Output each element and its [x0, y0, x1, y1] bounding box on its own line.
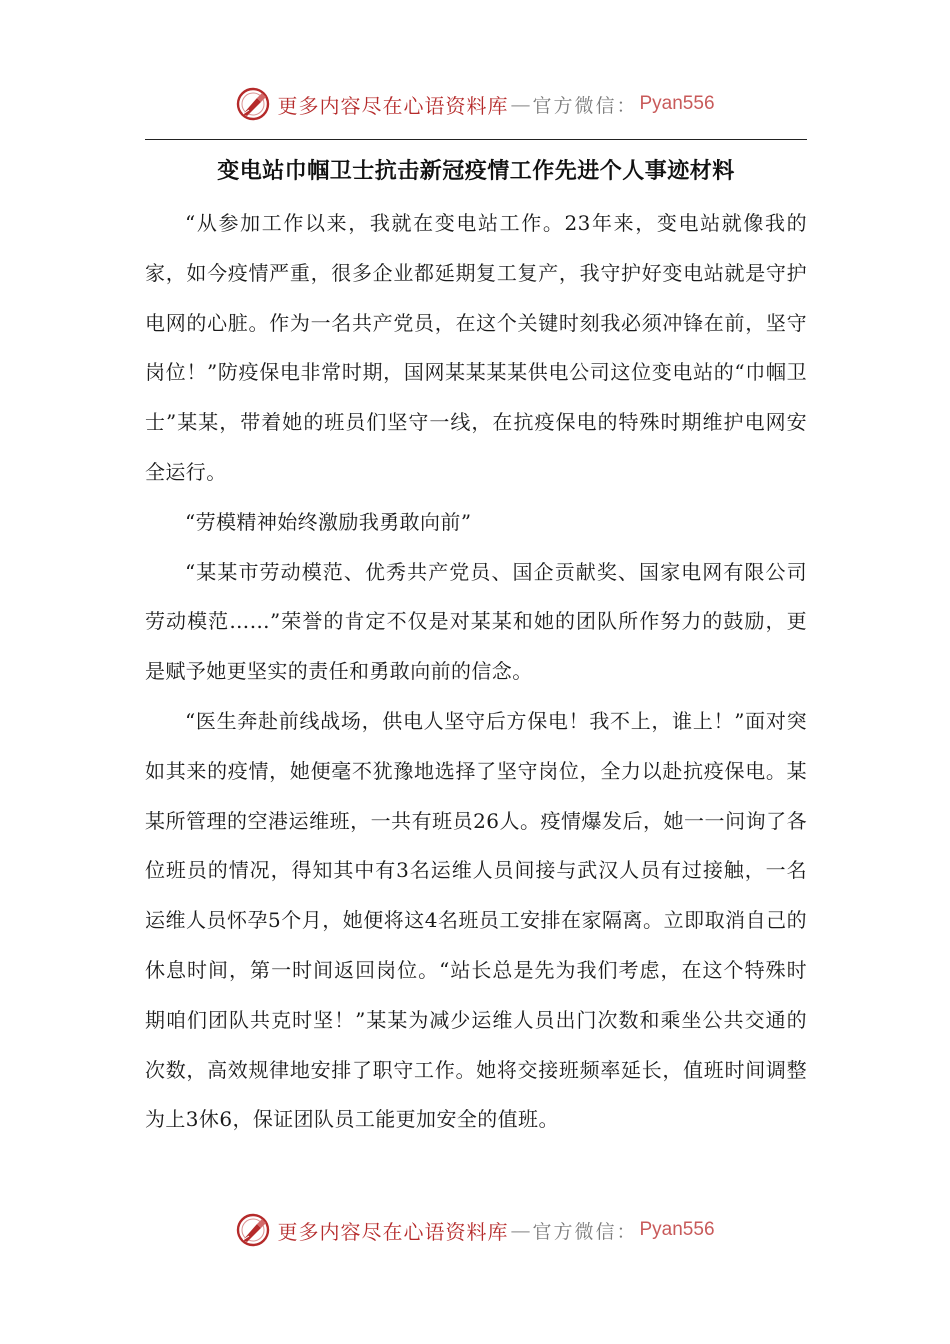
header-banner [0, 84, 950, 124]
body-paragraph: “医生奔赴前线战场，供电人坚守后方保电！我不上，谁上！”面对突如其来的疫情，她便毫不犹豫地选择了坚守岗位，全力以赴抗疫保电。某某所管理的空港运维班，一共有班员26人。疫情爆发后，她一一问询了各位班员的情况，得知其中有3名运维人员间接与武汉人员有过接触，一名运维人员怀孕5个月，她便将这4名班员工安排在家隔离。立即取消自己的休息时间，第一时间返回岗位。“站长总是先为我们考虑，在这个特殊时期咱们团队共克时坚！”某某为减少运维人员出门次数和乘坐公共交通的次数，高效规律地安排了职守工作。她将交接班频率延长，值班时间调整为上3休6，保证团队员工能更加安全的值班。 [145, 708, 807, 1132]
banner-dash: — [510, 92, 531, 116]
banner-official-label: 官方微信： [532, 94, 638, 117]
banner-wechat-id: Pyan556 [639, 93, 715, 114]
body-paragraph: “从参加工作以来，我就在变电站工作。23年来，变电站就像我的家，如今疫情严重，很多企业都延期复工复产，我守护好变电站就是守护电网的心脏。作为一名共产党员，在这个关键时刻我必须冲锋在前，坚守岗位！”防疫保电非常时期，国网某某某某供电公司这位变电站的“巾帼卫士”某某，带着她的班员们坚守一线，在抗疫保电的特殊时期维护电网安全运行。 [145, 211, 807, 484]
banner-brand-text: 更多内容尽在心语资料库 [277, 93, 509, 118]
banner-wechat-id: Pyan556 [639, 1219, 715, 1240]
banner-official-label: 官方微信： [532, 1220, 638, 1243]
pen-nib-logo-icon [235, 1212, 271, 1248]
section-heading-paragraph: “劳模精神始终激励我勇敢向前” [185, 509, 472, 534]
document-title: 变电站巾帼卫士抗击新冠疫情工作先进个人事迹材料 [217, 159, 735, 184]
body-paragraph: “某某市劳动模范、优秀共产党员、国企贡献奖、国家电网有限公司劳动模范……”荣誉的肯定不仅是对某某和她的团队所作努力的鼓励，更是赋予她更坚实的责任和勇敢向前的信念。 [145, 559, 807, 684]
pen-nib-logo-icon [235, 86, 271, 122]
banner-brand-text: 更多内容尽在心语资料库 [277, 1219, 509, 1244]
document-body [145, 199, 807, 1145]
header-divider [145, 139, 807, 140]
footer-banner [0, 1210, 950, 1250]
banner-dash: — [510, 1218, 531, 1242]
